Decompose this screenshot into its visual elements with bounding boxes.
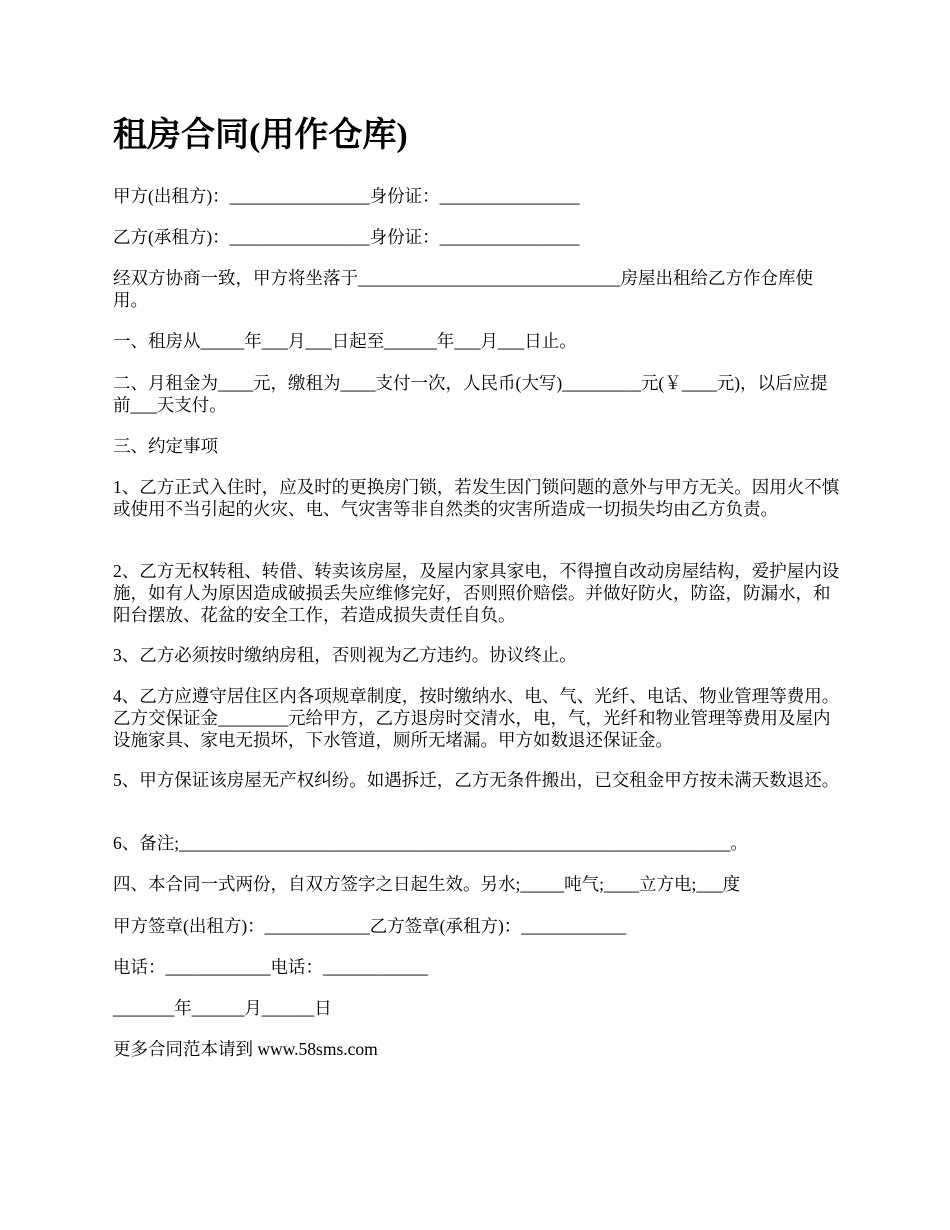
effectiveness-clause: 四、本合同一式两份，自双方签字之日起生效。另水;_____吨气;____立方电;___度: [113, 874, 741, 894]
party-a-line: 甲方(出租方)：________________身份证：________________: [113, 186, 580, 206]
term-1-lock-and-fire: 1、乙方正式入住时，应及时的更换房门锁，若发生因门锁问题的意外与甲方无关。因用火不慎或使用不当引起的火灾、电、气灾害等非自然类的灾害所造成一切损失均由乙方负责。: [113, 477, 840, 519]
term-2-no-sublet: 2、乙方无权转租、转借、转卖该房屋，及屋内家具家电，不得擅自改动房屋结构，爱护屋内设施，如有人为原因造成破损丢失应维修完好，否则照价赔偿。并做好防火，防盗，防漏水，和阳台摆放、花盆的安全工作，若造成损失责任自负。: [113, 561, 840, 625]
signature-line: 甲方签章(出租方)：____________乙方签章(承租方)：____________: [113, 916, 627, 936]
footer-link-text: 更多合同范本请到 www.58sms.com: [113, 1039, 378, 1059]
term-6-remarks: 6、备注;_______________________________________________________________。: [113, 833, 748, 853]
term-3-rent-on-time: 3、乙方必须按时缴纳房租，否则视为乙方违约。协议终止。: [113, 645, 577, 665]
terms-heading: 三、约定事项: [113, 436, 218, 456]
property-location-paragraph: 经双方协商一致，甲方将坐落于______________________________房屋出租给乙方作仓库使用。: [113, 268, 813, 310]
phone-line: 电话：____________电话：____________: [113, 957, 428, 977]
party-b-line: 乙方(承租方)：________________身份证：________________: [113, 227, 580, 247]
document-title: 租房合同(用作仓库): [113, 117, 408, 154]
term-4-rules-and-deposit: 4、乙方应遵守居住区内各项规章制度，按时缴纳水、电、气、光纤、电话、物业管理等费用。乙方交保证金________元给甲方，乙方退房时交清水，电，气，光纤和物业管理等费用及屋内设施家具、家电无损坏，下水管道，厕所无堵漏。甲方如数退还保证金。: [113, 686, 840, 750]
rent-payment-clause: 二、月租金为____元，缴租为____支付一次，人民币(大写)_________元(￥____元)，以后应提前___天支付。: [113, 373, 828, 415]
term-5-no-disputes: 5、甲方保证该房屋无产权纠纷。如遇拆迁，乙方无条件搬出，已交租金甲方按未满天数退还。: [113, 770, 840, 790]
date-line: _______年______月______日: [113, 998, 332, 1018]
lease-term-clause: 一、租房从_____年___月___日起至______年___月___日止。: [113, 331, 577, 351]
